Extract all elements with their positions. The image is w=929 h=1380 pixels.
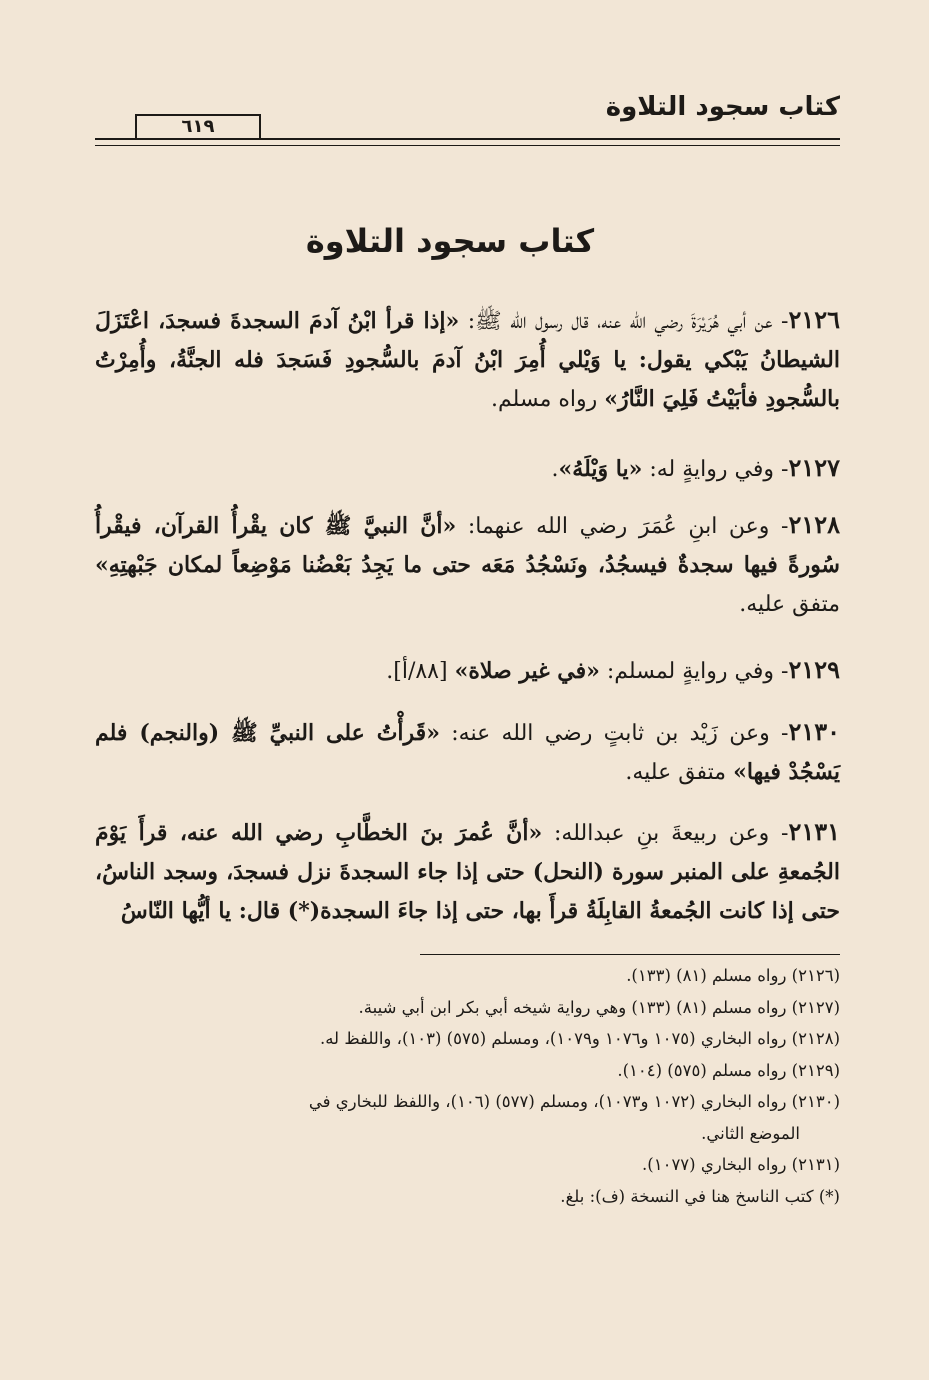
hadith-number: ٢١٢٧ (788, 453, 840, 482)
footnote-2130-continued: الموضع الثاني. (701, 1123, 800, 1143)
header-rule (95, 138, 840, 146)
hadith-source: رواه مسلم. (491, 387, 605, 412)
hadith-intro: - وعن زَيْد بن ثابتٍ رضي الله عنه: (451, 721, 789, 746)
hadith-2129 (95, 650, 840, 691)
hadith-source: متفق عليه. (625, 760, 734, 785)
hadith-intro: - وعن ربيعةَ بنِ عبدالله: (554, 821, 789, 846)
hadith-intro: - وعن ابنِ عُمَرَ رضي الله عنهما: (467, 514, 789, 539)
footnote-2131: (٢١٣١) رواه البخاري (١٠٧٧). (642, 1155, 840, 1174)
hadith-number: ٢١٢٨ (788, 510, 840, 539)
footnote-2126: (٢١٢٦) رواه مسلم (٨١) (١٣٣). (626, 966, 840, 985)
hadith-source: [٨٨/أ]. (386, 659, 455, 684)
hadith-quote: «أنَّ النبيَّ ﷺ كان يقْرأُ القرآن، فيقْرأُ سُورةً فيها سجدةٌ فيسجُدُ، ونَسْجُدُ مَعَه حتى ما يَجِدُ بَعْضُنا مَوْضِعاً لمكان جَبْهتِهِ» (95, 513, 840, 578)
hadith-2126 (95, 300, 840, 419)
footnote-rule (420, 954, 840, 955)
footnote-asterisk: (*) كتب الناسخ هنا في النسخة (ف): بلغ. (560, 1186, 840, 1206)
footnote-2129: (٢١٢٩) رواه مسلم (٥٧٥) (١٠٤). (617, 1060, 840, 1080)
hadith-intro: - عن أبي هُرَيْرَةَ رضي الله عنه، قال رسول الله ﷺ: (467, 309, 789, 334)
hadith-2130 (95, 712, 840, 792)
running-title: كتاب سجود التلاوة (605, 92, 840, 122)
chapter-title: كتاب سجود التلاوة (305, 222, 595, 260)
hadith-quote: «قَرأْتُ على النبيِّ ﷺ (والنجم) فلم يَسْجُدْ فيها» (95, 720, 840, 785)
hadith-quote: «إذا قرأ ابْنُ آدمَ السجدةَ فسجدَ، اعْتَزَلَ الشيطانُ يَبْكي يقول: يا وَيْلي أُمِرَ ابْنُ آدمَ بالسُّجودِ فَسَجدَ فله الجنَّةُ، وأُمِرْتُ بالسُّجودِ فأبَيْتُ فَلِيَ النَّارُ» (95, 308, 840, 412)
hadith-quote: «أنَّ عُمرَ بنَ الخطَّابِ رضي الله عنه، قرأَ يَوْمَ الجُمعةِ على المنبر سورة (النحل) حتى إذا جاء السجدةَ نزل فسجدَ، وسجد الناسُ، حتى إذا كانت الجُمعةُ القابِلَةُ قرأَ بها، حتى إذا جاءَ السجدة(*) قال: يا أيُّها النّاسُ (95, 820, 840, 924)
hadith-quote: «يا وَيْلَهُ» (558, 456, 643, 482)
hadith-intro: - وفي روايةٍ لمسلم: (606, 659, 789, 684)
hadith-quote: «في غير صلاة» (454, 658, 600, 684)
hadith-number: ٢١٢٦ (788, 305, 841, 334)
hadith-number: ٢١٣٠ (788, 717, 840, 746)
footnotes (95, 960, 840, 1212)
hadith-source: متفق عليه. (739, 592, 840, 617)
hadith-intro: - وفي روايةٍ له: (649, 457, 789, 482)
page-number: ٦١٩ (135, 114, 261, 140)
hadith-2131 (95, 812, 840, 931)
footnote-2128: (٢١٢٨) رواه البخاري (١٠٧٥ و١٠٧٦ و١٠٧٩)، ومسلم (٥٧٥) (١٠٣)، واللفظ له. (319, 1029, 840, 1048)
hadith-number: ٢١٢٩ (788, 655, 840, 684)
hadith-2128 (95, 505, 840, 624)
running-header (95, 92, 840, 137)
hadith-2127 (95, 448, 840, 489)
footnote-2130: (٢١٣٠) رواه البخاري (١٠٧٢ و١٠٧٣)، ومسلم (٥٧٧) (١٠٦)، واللفظ للبخاري في (308, 1092, 840, 1111)
hadith-number: ٢١٣١ (788, 817, 841, 846)
footnote-2127: (٢١٢٧) رواه مسلم (٨١) (١٣٣) وهي رواية شيخه أبي بكر ابن أبي شيبة. (358, 997, 840, 1017)
hadith-source: . (551, 457, 559, 482)
